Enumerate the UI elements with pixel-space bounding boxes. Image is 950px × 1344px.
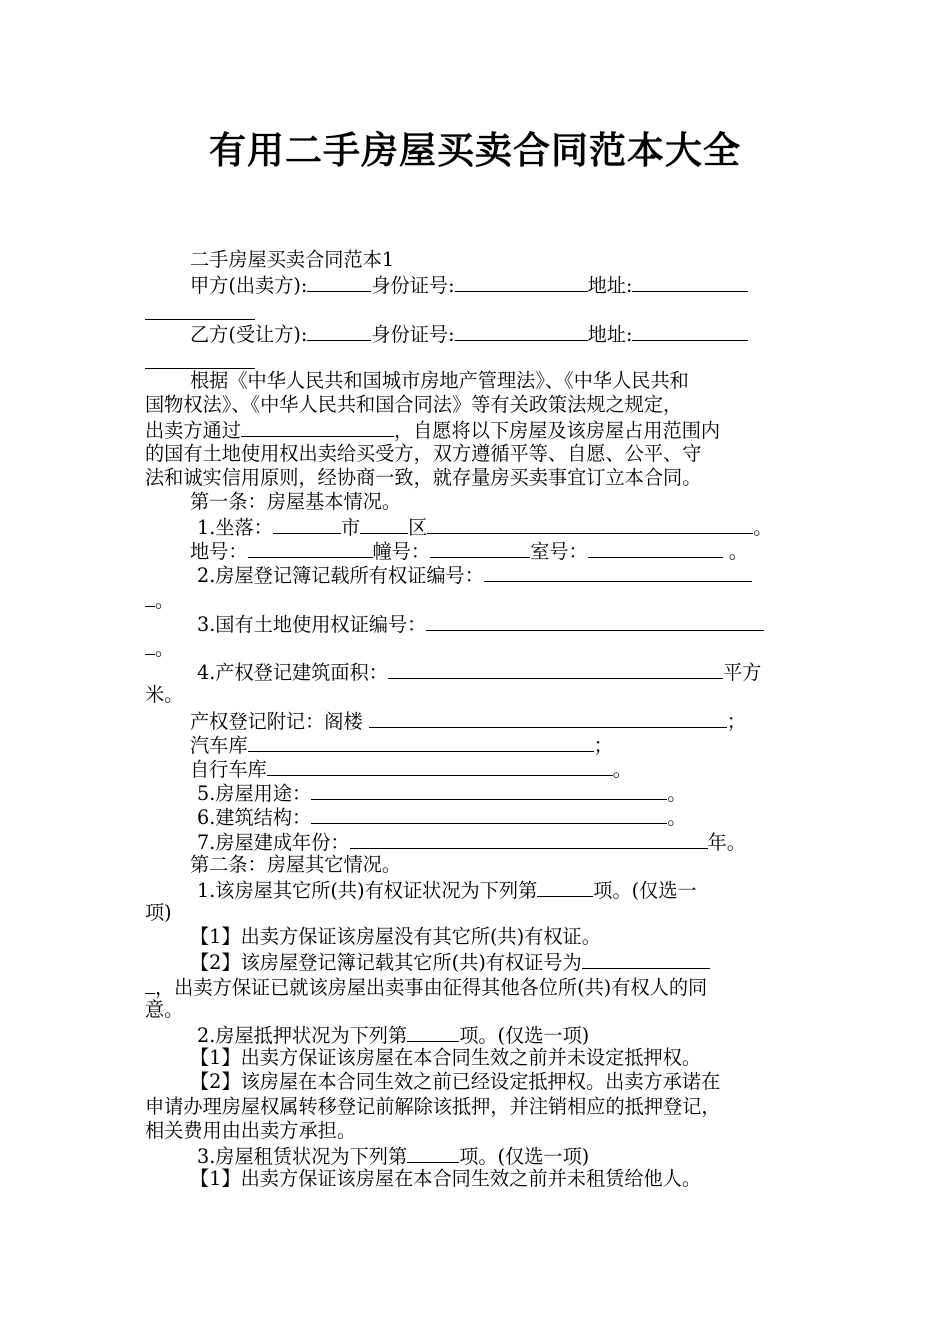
party-a-label: 甲方(出卖方):	[190, 274, 308, 297]
blank	[588, 538, 723, 558]
blank	[455, 272, 588, 292]
built-year-line: 7.房屋建成年份： 年。	[197, 830, 746, 853]
blank	[360, 514, 408, 534]
party-a-line	[145, 272, 809, 296]
bike-garage-line: 自行车库 。	[190, 757, 632, 781]
land-cert-line: 3.国有土地使用权证编号：	[145, 611, 809, 635]
party-b-line	[145, 321, 809, 345]
paragraph-line: 意。	[145, 997, 184, 1021]
address-label: 地址:	[587, 322, 633, 345]
mortgage-line: 2.房屋抵押状况为下列第 项。(仅选一项)	[197, 1024, 590, 1047]
option-line: 【2】该房屋登记簿记载其它所(共)有权证号为	[145, 949, 809, 973]
article-1-heading: 第一条：房屋基本情况。	[190, 489, 402, 513]
id-number-label: 身份证号:	[371, 274, 455, 297]
option-line: 【1】出卖方保证该房屋在本合同生效之前并未设定抵押权。	[190, 1046, 702, 1070]
garage-line: 汽车库 ；	[190, 733, 613, 756]
blank-line: 。	[145, 635, 809, 659]
blank	[248, 732, 594, 752]
option-line: 【1】出卖方保证该房屋在本合同生效之前并未租赁给他人。	[190, 1167, 702, 1191]
blank	[455, 321, 588, 341]
blank-line	[145, 345, 809, 369]
option-line: 【1】出卖方保证该房屋没有其它所(共)有权证。	[190, 925, 601, 949]
paragraph-line: ，出卖方保证已就该房屋出卖事由征得其他各位所(共)有权人的同	[145, 974, 809, 998]
blank	[407, 1022, 459, 1042]
blank	[484, 562, 752, 582]
blank	[369, 708, 727, 728]
location-line: 1.坐落： 市 区 。	[197, 516, 773, 539]
document-title: 有用二手房屋买卖合同范本大全	[209, 129, 741, 172]
paragraph-line: 根据《中华人民共和国城市房地产管理法》、《中华人民共和	[190, 368, 689, 392]
area-unit: 米。	[145, 683, 184, 707]
id-number-label: 身份证号:	[371, 322, 455, 345]
blank	[311, 804, 667, 824]
blank	[407, 1143, 459, 1163]
blank	[248, 538, 373, 558]
blank	[241, 417, 394, 437]
lot-line: 地号： 幢号： 室号： 。	[190, 540, 748, 563]
structure-line: 6.建筑结构： 。	[197, 806, 687, 829]
blank	[311, 780, 667, 800]
blank	[388, 659, 723, 679]
paragraph-line: 出卖方通过 ，自愿将以下房屋及该房屋占用范围内	[145, 419, 721, 442]
blank	[537, 877, 593, 897]
article-2-heading: 第二条：房屋其它情况。	[190, 852, 402, 876]
blank	[582, 949, 710, 969]
paragraph-line: 相关费用由出卖方承担。	[145, 1118, 357, 1142]
blank	[350, 829, 708, 849]
contract-subtitle: 二手房屋买卖合同范本1	[190, 248, 395, 271]
party-b-label: 乙方(受让方):	[190, 322, 308, 345]
lease-line: 3.房屋租赁状况为下列第 项。(仅选一项)	[197, 1144, 590, 1168]
address-label: 地址:	[587, 274, 633, 297]
area-line: 4.产权登记建筑面积： 平方	[197, 661, 762, 684]
blank-line: 。	[145, 587, 809, 611]
attic-line: 产权登记附记：阁楼 ；	[190, 709, 746, 732]
blank	[426, 611, 764, 631]
blank	[267, 756, 613, 776]
contract-body	[145, 248, 809, 1191]
blank	[632, 272, 748, 292]
blank	[307, 272, 371, 292]
blank-line	[145, 296, 809, 320]
blank	[632, 321, 748, 341]
blank	[430, 538, 530, 558]
usage-line: 5.房屋用途： 。	[197, 782, 687, 805]
paragraph-line: 的国有土地使用权出卖给买受方，双方遵循平等、自愿、公平、守	[145, 441, 702, 465]
blank	[427, 514, 753, 534]
co-ownership-line: 1.该房屋其它所(共)有权证状况为下列第 项。(仅选一	[197, 878, 697, 902]
ownership-cert-line: 2.房屋登记簿记载所有权证编号：	[145, 562, 809, 586]
blank	[273, 514, 341, 534]
paragraph-line: 国物权法》、《中华人民共和国合同法》等有关政策法规之规定，	[145, 393, 683, 417]
blank	[307, 321, 371, 341]
paragraph-line: 项)	[145, 901, 172, 925]
paragraph-line: 申请办理房屋权属转移登记前解除该抵押，并注销相应的抵押登记，	[145, 1094, 721, 1118]
paragraph-line: 法和诚实信用原则，经协商一致，就存量房买卖事宜订立本合同。	[145, 465, 702, 489]
option-line: 【2】该房屋在本合同生效之前已经设定抵押权。出卖方承诺在	[190, 1070, 721, 1094]
